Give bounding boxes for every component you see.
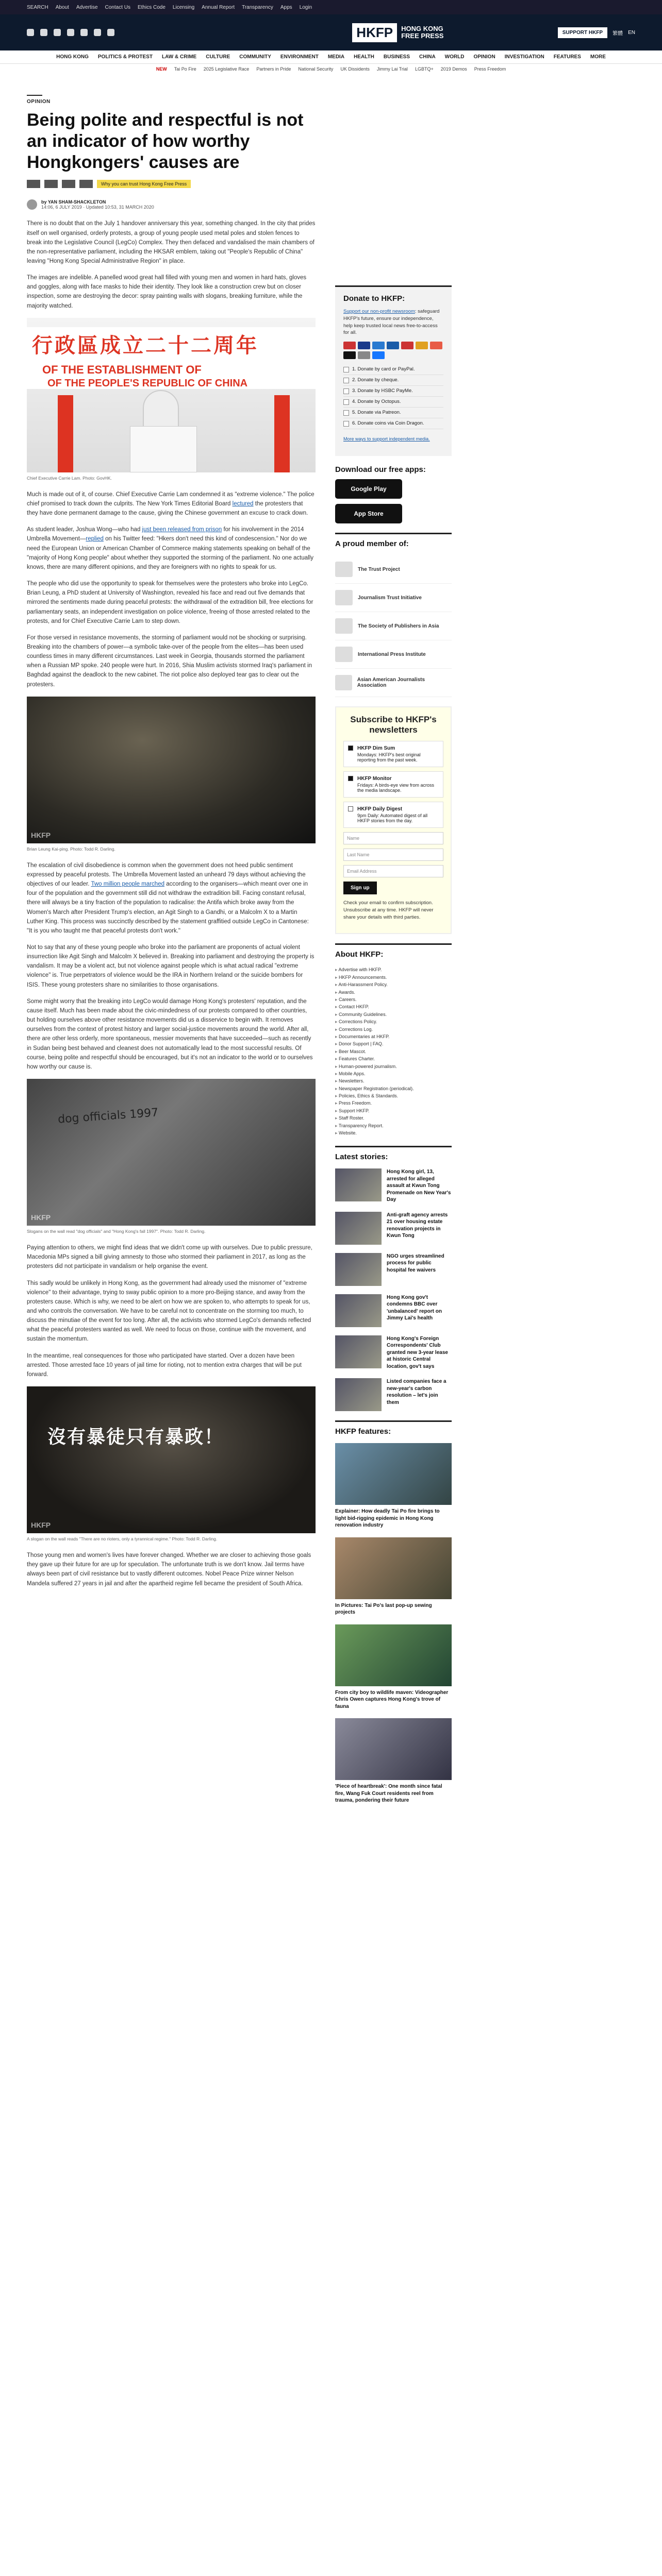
- article-image[interactable]: [27, 1386, 316, 1533]
- about-link[interactable]: ▸ Beer Mascot.: [335, 1048, 452, 1055]
- story-title: NGO urges streamlined process for public hospital fee waivers: [387, 1253, 444, 1273]
- newsletter-title: Subscribe to HKFP's newsletters: [350, 715, 437, 735]
- alipay-icon: [372, 351, 385, 359]
- email-input[interactable]: Email Address: [343, 865, 443, 877]
- paragraph: The escalation of civil disobedience is common when the government does not heed public sentiment expressed by peaceful protests. The Umbrella Movement lasted an unheard 79 days without achieving the objectives of our leader. Two million people marched according to the organisers—which meant over one in four of the population and the government still did not withdraw the extradition bill. Facing constant refusal, there will always be a tiny fraction of the population to radicalise: the Antifa which broke away from the Women's March after President Trump's election, an Agit Singh to a Gandhi, or a Malcolm X to a Martin Luther King. This process was succinctly described by the statement graffitied outside LegCo in Cantonese: "It is you who taught me that peaceful protests don't work.": [27, 862, 309, 934]
- paragraph: There is no doubt that on the July 1 handover anniversary this year, something changed. In the city that prides itself on well organised, orderly protests, a group of young people used metal poles and stolen fences to break into the Legislative Council (LegCo) Complex. They then defaced and vandalised the main chambers of the non-representative parliament, including the HKSAR emblem, taking out "People's Republic of China" leaving "Hong Kong Special Administrative Region" in place.: [27, 221, 316, 265]
- newsletter-option[interactable]: [343, 741, 443, 767]
- facebook-icon[interactable]: [27, 29, 34, 36]
- latest-story[interactable]: [335, 1253, 452, 1286]
- edition-link[interactable]: EN: [628, 29, 635, 36]
- apple-pay-icon: [343, 351, 356, 359]
- about-link[interactable]: ▸ Staff Roster.: [335, 1114, 452, 1122]
- nav-item[interactable]: COMMUNITY: [239, 54, 271, 60]
- about-link[interactable]: ▸ Support HKFP.: [335, 1107, 452, 1114]
- about-link[interactable]: ▸ Careers.: [335, 996, 452, 1003]
- donate-title: Donate to HKFP:: [343, 294, 405, 303]
- inline-link[interactable]: lectured: [232, 500, 254, 507]
- story-thumbnail: [335, 1335, 382, 1368]
- checkbox[interactable]: [348, 745, 353, 751]
- article-image[interactable]: [27, 318, 316, 472]
- share-whatsapp-icon[interactable]: [62, 180, 75, 188]
- member-logo[interactable]: [335, 640, 452, 669]
- nav-item[interactable]: MORE: [590, 54, 606, 60]
- hkfp-watermark: HKFP: [31, 1213, 51, 1222]
- feature-image: [335, 1624, 452, 1686]
- hkfp-watermark: HKFP: [31, 1521, 51, 1530]
- octopus-icon: [416, 342, 428, 349]
- amex-icon: [372, 342, 385, 349]
- publish-date: 14:06, 6 JULY 2019 · Updated 10:53, 31 MARCH 2020: [41, 205, 154, 210]
- nav-item[interactable]: LAW & CRIME: [162, 54, 197, 60]
- story-thumbnail: [335, 1378, 382, 1411]
- top-utility-bar: [0, 0, 662, 14]
- sidebar: [335, 285, 452, 1812]
- paragraph: Some might worry that the breaking into LegCo would damage Hong Kong's protesters' reputation, and the cause itself. Much has been made about the civic-mindedness of our protests compared to other countries, but holding ourselves above other resistance movements did us a disservice to begin with. It removes ourselves from the context of protest history and larger social-justice movements around the world. After all, there are other less orderly, more spontaneous, messier movements that have succeeded—such as recently in Sudan being best behaved and cleanest does not automatically lead to the most successful results. Of course, being polite and respectful should be encouraged, but it's not an indicator to the world or to ourselves how worthy our cause is.: [27, 998, 313, 1070]
- topbar-link[interactable]: Annual Report: [202, 4, 235, 10]
- member-name: The Trust Project: [358, 566, 400, 572]
- feature-story[interactable]: [335, 1537, 452, 1616]
- image-caption: Slogans on the wall read "dog officials" and "Hong Kong's fall 1997". Photo: Todd R. Darling.: [27, 1229, 206, 1234]
- share-bar: [27, 180, 316, 188]
- story-thumbnail: [335, 1212, 382, 1245]
- newsletter-note: Check your email to confirm subscription. Unsubscribe at any time. HKFP will never share your details with third parties.: [343, 900, 434, 920]
- newsletter-desc: 9pm Daily: Automated digest of all HKFP stories from the day.: [357, 813, 428, 824]
- about-link[interactable]: ▸ Documentaries at HKFP.: [335, 1033, 452, 1040]
- feature-story[interactable]: [335, 1718, 452, 1804]
- first-name-input[interactable]: Name: [343, 832, 443, 844]
- feature-title: 'Piece of heartbreak': One month since fatal fire, Wang Fuk Court residents reel from trauma, pondering their future: [335, 1784, 442, 1804]
- about-link[interactable]: ▸ Website.: [335, 1129, 452, 1137]
- latest-story[interactable]: [335, 1168, 452, 1204]
- member-logo[interactable]: [335, 584, 452, 612]
- image-caption: Brian Leung Kai-ping. Photo: Todd R. Darling.: [27, 846, 115, 852]
- features-section: [335, 1420, 452, 1804]
- about-link[interactable]: ▸ Policies, Ethics & Standards.: [335, 1092, 452, 1099]
- paragraph: As student leader, Joshua Wong—who had just been released from prison for his involvement in the 2014 Umbrella Movement—replied on his Twitter feed: "Hkers don't need this kind of condescension." Nor do we need the European Union or American Chamber of Commerce making statements speaking on behalf of the "majority of Hong Kong people" about whether they supported the storming of the parliament. No one actually knows, there are many different opinions, and they are foreigners with no rights to speak for us.: [27, 527, 314, 570]
- image-caption: A slogan on the wall reads "There are no rioters, only a tyrannical regime." Photo: Todd R. Darling.: [27, 1536, 218, 1542]
- member-logo[interactable]: [335, 669, 452, 697]
- story-thumbnail: [335, 1294, 382, 1327]
- nav-item[interactable]: HEALTH: [354, 54, 374, 60]
- podium: [130, 426, 197, 472]
- feature-title: In Pictures: Tai Po's last pop-up sewing projects: [335, 1602, 432, 1616]
- story-title: Anti-graft agency arrests 21 over housing estate renovation projects in Kwun Tong: [387, 1212, 448, 1239]
- donate-link[interactable]: Support our non-profit newsroom: [343, 309, 415, 314]
- trending-item[interactable]: Partners in Pride: [256, 66, 291, 72]
- latest-story[interactable]: [335, 1335, 452, 1370]
- nav-item[interactable]: HONG KONG: [56, 54, 89, 60]
- feature-title: From city boy to wildlife maven: Videographer Chris Owen captures Hong Kong's trove of fauna: [335, 1689, 449, 1709]
- feature-title: Explainer: How deadly Tai Po fire brings to light bid-rigging epidemic in Hong Kong renovation industry: [335, 1509, 440, 1529]
- newsletter-name: HKFP Daily Digest: [357, 806, 403, 812]
- topbar-link[interactable]: Advertise: [76, 4, 98, 10]
- nav-item[interactable]: ENVIRONMENT: [280, 54, 319, 60]
- apps-section: [335, 465, 452, 523]
- donate-option[interactable]: 3. Donate by HSBC PayMe.: [343, 386, 443, 397]
- nav-item[interactable]: CHINA: [419, 54, 436, 60]
- members-title: A proud member of:: [335, 533, 452, 548]
- donate-text: Support our non-profit newsroom: safeguard HKFP's future, ensure our independence, help keep trusted local news free-to-access for all.: [343, 309, 440, 336]
- more-support-link[interactable]: More ways to support independent media.: [343, 436, 430, 442]
- feature-image: [335, 1718, 452, 1780]
- newsletter-name: HKFP Dim Sum: [357, 745, 395, 752]
- support-button[interactable]: SUPPORT HKFP: [558, 27, 607, 38]
- youtube-icon[interactable]: [80, 29, 88, 36]
- trust-promo[interactable]: Why you can trust Hong Kong Free Press: [97, 180, 191, 188]
- about-link[interactable]: ▸ Newspaper Registration (periodical).: [335, 1085, 452, 1092]
- app-store-button[interactable]: App Store: [335, 504, 402, 523]
- wall-slogan: 沒有暴徒只有暴政！: [47, 1427, 224, 1448]
- checkbox[interactable]: [348, 806, 353, 811]
- member-name: The Society of Publishers in Asia: [358, 623, 439, 629]
- feature-story[interactable]: [335, 1443, 452, 1529]
- paragraph: Paying attention to others, we might find ideas that we didn't come up with ourselves. Due to public pressure, Macedonia MPs signed a bill giving amnesty to those who stormed their parliament in 2017, as long as the protesters did not participate in vandalism or help organise the event.: [27, 1245, 312, 1270]
- nav-item[interactable]: INVESTIGATION: [504, 54, 544, 60]
- about-link[interactable]: ▸ Awards.: [335, 989, 452, 996]
- trending-nav: [0, 64, 662, 74]
- donate-option[interactable]: 5. Donate via Patreon.: [343, 408, 443, 418]
- latest-section: [335, 1146, 452, 1411]
- about-link[interactable]: ▸ HKFP Announcements.: [335, 974, 452, 981]
- paragraph: The images are indelible. A panelled wood great hall filled with young men and women in hard hats, gloves and goggles, along with face masks to hide their identity. They look like a construction crew but on closer inspection, some are destroying the decor: spray painting walls with slogans, breaking furniture, while the majority watched.: [27, 275, 307, 309]
- signup-button[interactable]: Sign up: [343, 882, 377, 894]
- nav-item[interactable]: WORLD: [444, 54, 465, 60]
- x-icon[interactable]: [40, 29, 47, 36]
- about-link[interactable]: ▸ Corrections Policy.: [335, 1018, 452, 1025]
- features-title: HKFP features:: [335, 1420, 452, 1436]
- trending-item[interactable]: Jimmy Lai Trial: [376, 66, 408, 72]
- story-title: Hong Kong's Foreign Correspondents' Club granted new 3-year lease at historic Central location, gov't says: [387, 1335, 448, 1369]
- about-link[interactable]: ▸ Donor Support | FAQ.: [335, 1040, 452, 1047]
- aaja-icon: [335, 675, 352, 690]
- member-logo[interactable]: [335, 555, 452, 584]
- about-list: [335, 966, 452, 1137]
- banner-chinese-text: 行政區成立二十二周年: [32, 333, 259, 358]
- paragraph: This sadly would be unlikely in Hong Kong, as the government had already used the misnomer of "extreme violence" to their advantage, trying to sway public opinion to a more pro-Beijing stance, and away from the protesters cause. Which is why, we need to be alert on how we are spoken to, who attempts to speak for us, and who controls the conversation. We have to be careful not to concentrate on the storming too much, to discuss the minutiae of the event for too long. After all, the activists who stormed LegCo's demands reflected what the peaceful protesters wanted as well. We need to focus on those, continue with the movement, and sustain the momentum.: [27, 1280, 311, 1343]
- member-logo[interactable]: [335, 612, 452, 640]
- last-name-input[interactable]: Last Name: [343, 849, 443, 861]
- header-actions: [558, 27, 635, 38]
- banner-english-text: OF THE PEOPLE'S REPUBLIC OF CHINA: [47, 377, 248, 389]
- payme-icon: [401, 342, 413, 349]
- ipi-icon: [335, 647, 353, 662]
- apps-title: Download our free apps:: [335, 465, 426, 474]
- trending-item[interactable]: Tai Po Fire: [174, 66, 196, 72]
- linkedin-icon[interactable]: [94, 29, 101, 36]
- nav-item[interactable]: BUSINESS: [383, 54, 410, 60]
- newsletter-desc: Fridays: A birds-eye view from across the media landscape.: [357, 783, 435, 793]
- about-link[interactable]: ▸ Corrections Log.: [335, 1026, 452, 1033]
- feature-image: [335, 1537, 452, 1599]
- nav-item[interactable]: CULTURE: [206, 54, 230, 60]
- about-link[interactable]: ▸ Transparency Report.: [335, 1122, 452, 1129]
- about-link[interactable]: ▸ Contact HKFP.: [335, 1003, 452, 1010]
- donate-option[interactable]: 1. Donate by card or PayPal.: [343, 364, 443, 375]
- nav-item[interactable]: POLITICS & PROTEST: [97, 54, 153, 60]
- paragraph: The people who did use the opportunity to speak for themselves were the protesters who broke into LegCo. Brian Leung, a PhD student at University of Washington, revealed his face and read out five demands that mirrored the sentiments made during peaceful protests: the withdrawal of the extradition bill, free elections for parliamentary seats, an independent investigation on police violence, freeing of those arrested related to the protests, and for Chief Executive Carrie Lam to step down.: [27, 581, 313, 624]
- nav-item[interactable]: OPINION: [473, 54, 495, 60]
- about-link[interactable]: ▸ Features Charter.: [335, 1055, 452, 1062]
- threads-icon[interactable]: [67, 29, 74, 36]
- article-image[interactable]: [27, 697, 316, 843]
- site-header: [0, 14, 662, 50]
- inline-link[interactable]: replied: [86, 536, 104, 543]
- author-name[interactable]: by YAN SHAM-SHACKLETON: [41, 199, 106, 205]
- flag: [274, 395, 290, 472]
- paragraph: Not to say that any of these young people who broke into the parliament are proponents of actual violent insurrection like Agit Singh and Malcolm X believed in. Breaking into parliament and destroying the property is vandalism. It may be a violent act, but not violence against people which is what actual radical "extreme violence" is. True perpetrators of violence would be the IRA in Northern Ireland or the suicide bombers for ISIS. These young protesters share no similarities to those organisations.: [27, 944, 315, 988]
- hkfp-watermark: HKFP: [31, 831, 51, 839]
- social-icons: [27, 29, 114, 36]
- trending-item[interactable]: 2019 Demos: [440, 66, 467, 72]
- donate-option[interactable]: 2. Donate by cheque.: [343, 375, 443, 386]
- jti-icon: [335, 590, 353, 605]
- story-title: Hong Kong girl, 13, arrested for alleged assault at Kwun Tong Promenade on New Year's Day: [387, 1169, 451, 1203]
- donate-box: [335, 285, 452, 456]
- share-facebook-icon[interactable]: [27, 180, 40, 188]
- nav-item[interactable]: FEATURES: [553, 54, 581, 60]
- image-caption: Chief Executive Carrie Lam. Photo: GovHK.: [27, 475, 112, 481]
- topbar-link[interactable]: Contact Us: [105, 4, 130, 10]
- trending-item[interactable]: LGBTQ+: [415, 66, 434, 72]
- google-play-button[interactable]: Google Play: [335, 479, 402, 499]
- article-kicker[interactable]: OPINION: [27, 95, 42, 105]
- main-nav: [0, 50, 662, 64]
- visa-icon: [358, 342, 370, 349]
- topbar-link[interactable]: About: [55, 4, 69, 10]
- patreon-icon: [430, 342, 442, 349]
- banner-english-text: OF THE ESTABLISHMENT OF: [42, 363, 202, 376]
- about-link[interactable]: ▸ Community Guidelines.: [335, 1011, 452, 1018]
- donate-option[interactable]: 4. Donate by Octopus.: [343, 397, 443, 408]
- story-thumbnail: [335, 1168, 382, 1201]
- inline-link[interactable]: just been released from prison: [142, 527, 222, 533]
- byline: [27, 199, 316, 210]
- share-email-icon[interactable]: [79, 180, 93, 188]
- about-title: About HKFP:: [335, 943, 452, 959]
- latest-story[interactable]: [335, 1294, 452, 1327]
- story-thumbnail: [335, 1253, 382, 1286]
- new-badge: NEW: [156, 66, 167, 72]
- checkbox[interactable]: [348, 776, 353, 781]
- about-link[interactable]: ▸ Press Freedom.: [335, 1099, 452, 1107]
- topbar-link[interactable]: Ethics Code: [137, 4, 166, 10]
- instagram-icon[interactable]: [54, 29, 61, 36]
- paragraph: Those young men and women's lives have forever changed. Whether we are closer to achieving those goals they gave up their future for are up for speculation. The unfortunate truth is we don't know. Jail terms have always been part of civil resistance but to vastly different outcomes. Nobel Peace Prize winner Nelson Mandela suffered 27 years in jail and after the apartheid regime fell became the president of South Africa.: [27, 1552, 311, 1587]
- paragraph: For those versed in resistance movements, the storming of parliament would not be shocking or surprising. Breaking into the chambers of power—a symbolic take-over of the people from the elites—has been used countless times in many different circumstances. Last week in Georgia, thousands stormed the parliament when a Russian MP spoke. 240 people were hurt. In 2016, Shia Muslim activists stormed Iraq's parliament in Baghdad against the deadlock to the new cabinet. The riot police also deployed tear gas to clear out the protesters.: [27, 634, 312, 688]
- story-title: Listed companies face a new-year's carbon resolution – let's join them: [387, 1379, 446, 1405]
- trending-item[interactable]: National Security: [298, 66, 334, 72]
- feature-image: [335, 1443, 452, 1505]
- about-link[interactable]: ▸ Human-powered journalism.: [335, 1063, 452, 1070]
- newsletter-box: [335, 706, 452, 934]
- wall-graffiti: dog officials 1997: [57, 1106, 159, 1126]
- paypal-icon: [387, 342, 399, 349]
- newsletter-desc: Mondays: HKFP's best original reporting from the past week.: [357, 752, 421, 763]
- member-name: Asian American Journalists Association: [357, 677, 425, 689]
- article: [27, 74, 316, 1596]
- donate-option[interactable]: 6. Donate coins via Coin Dragon.: [343, 418, 443, 429]
- feature-story[interactable]: [335, 1624, 452, 1710]
- about-section: [335, 943, 452, 1137]
- newsletter-option[interactable]: [343, 802, 443, 828]
- topbar-link[interactable]: Licensing: [172, 4, 195, 10]
- about-link[interactable]: ▸ Newsletters.: [335, 1077, 452, 1084]
- paragraph: In the meantime, real consequences for those who participated have started. Over a dozen have been arrested. Those arrested face 10 years of jail time for rioting, not to mention extra charges that will be put forward.: [27, 1352, 302, 1378]
- about-link[interactable]: ▸ Anti-Harassment Policy.: [335, 981, 452, 988]
- article-title: Being polite and respectful is not an indicator of how worthy Hongkongers' causes are: [27, 110, 304, 172]
- inline-link[interactable]: Two million people marched: [91, 881, 164, 888]
- nav-item[interactable]: MEDIA: [327, 54, 345, 60]
- member-name: Journalism Trust Initiative: [358, 595, 422, 601]
- telegram-icon[interactable]: [107, 29, 114, 36]
- logo-text: [401, 25, 443, 40]
- google-pay-icon: [358, 351, 370, 359]
- article-image[interactable]: [27, 1079, 316, 1226]
- trending-item[interactable]: Press Freedom: [474, 66, 506, 72]
- topbar-link[interactable]: Login: [299, 4, 312, 10]
- about-link[interactable]: ▸ Advertise with HKFP.: [335, 966, 452, 973]
- payment-logos: [343, 342, 443, 359]
- topbar-link[interactable]: Apps: [280, 4, 292, 10]
- language-link[interactable]: 繁體: [613, 30, 623, 37]
- about-link[interactable]: ▸ Mobile Apps.: [335, 1070, 452, 1077]
- mastercard-icon: [343, 342, 356, 349]
- newsletter-name: HKFP Monitor: [357, 776, 392, 782]
- latest-story[interactable]: [335, 1212, 452, 1245]
- flag: [58, 395, 73, 472]
- search-link[interactable]: SEARCH: [27, 4, 48, 10]
- newsletter-option[interactable]: [343, 771, 443, 798]
- trending-item[interactable]: UK Dissidents: [340, 66, 370, 72]
- site-logo[interactable]: [352, 23, 443, 42]
- topbar-link[interactable]: Transparency: [242, 4, 273, 10]
- logo-line-2: FREE PRESS: [401, 32, 444, 40]
- latest-title: Latest stories:: [335, 1146, 452, 1161]
- member-name: International Press Institute: [358, 651, 426, 657]
- latest-story[interactable]: [335, 1378, 452, 1411]
- trust-project-icon: [335, 562, 353, 577]
- members-section: [335, 533, 452, 697]
- story-title: Hong Kong gov't condemns BBC over 'unbalanced' report on Jimmy Lai's health: [387, 1294, 442, 1321]
- paragraph: Much is made out of it, of course. Chief Executive Carrie Lam condemned it as "extreme violence." The police chief promised to track down the culprits. The New York Times Editorial Board lectured the protesters that they have done permanent damage to the cause, giving the Chinese government an excuse to crack down.: [27, 491, 315, 517]
- logo-mark: HKFP: [352, 23, 397, 42]
- trending-item[interactable]: 2025 Legislative Race: [203, 66, 250, 72]
- donate-options: [343, 364, 443, 429]
- sopa-icon: [335, 618, 353, 634]
- author-avatar: [27, 199, 37, 210]
- logo-line-1: HONG KONG: [401, 24, 443, 32]
- share-x-icon[interactable]: [44, 180, 58, 188]
